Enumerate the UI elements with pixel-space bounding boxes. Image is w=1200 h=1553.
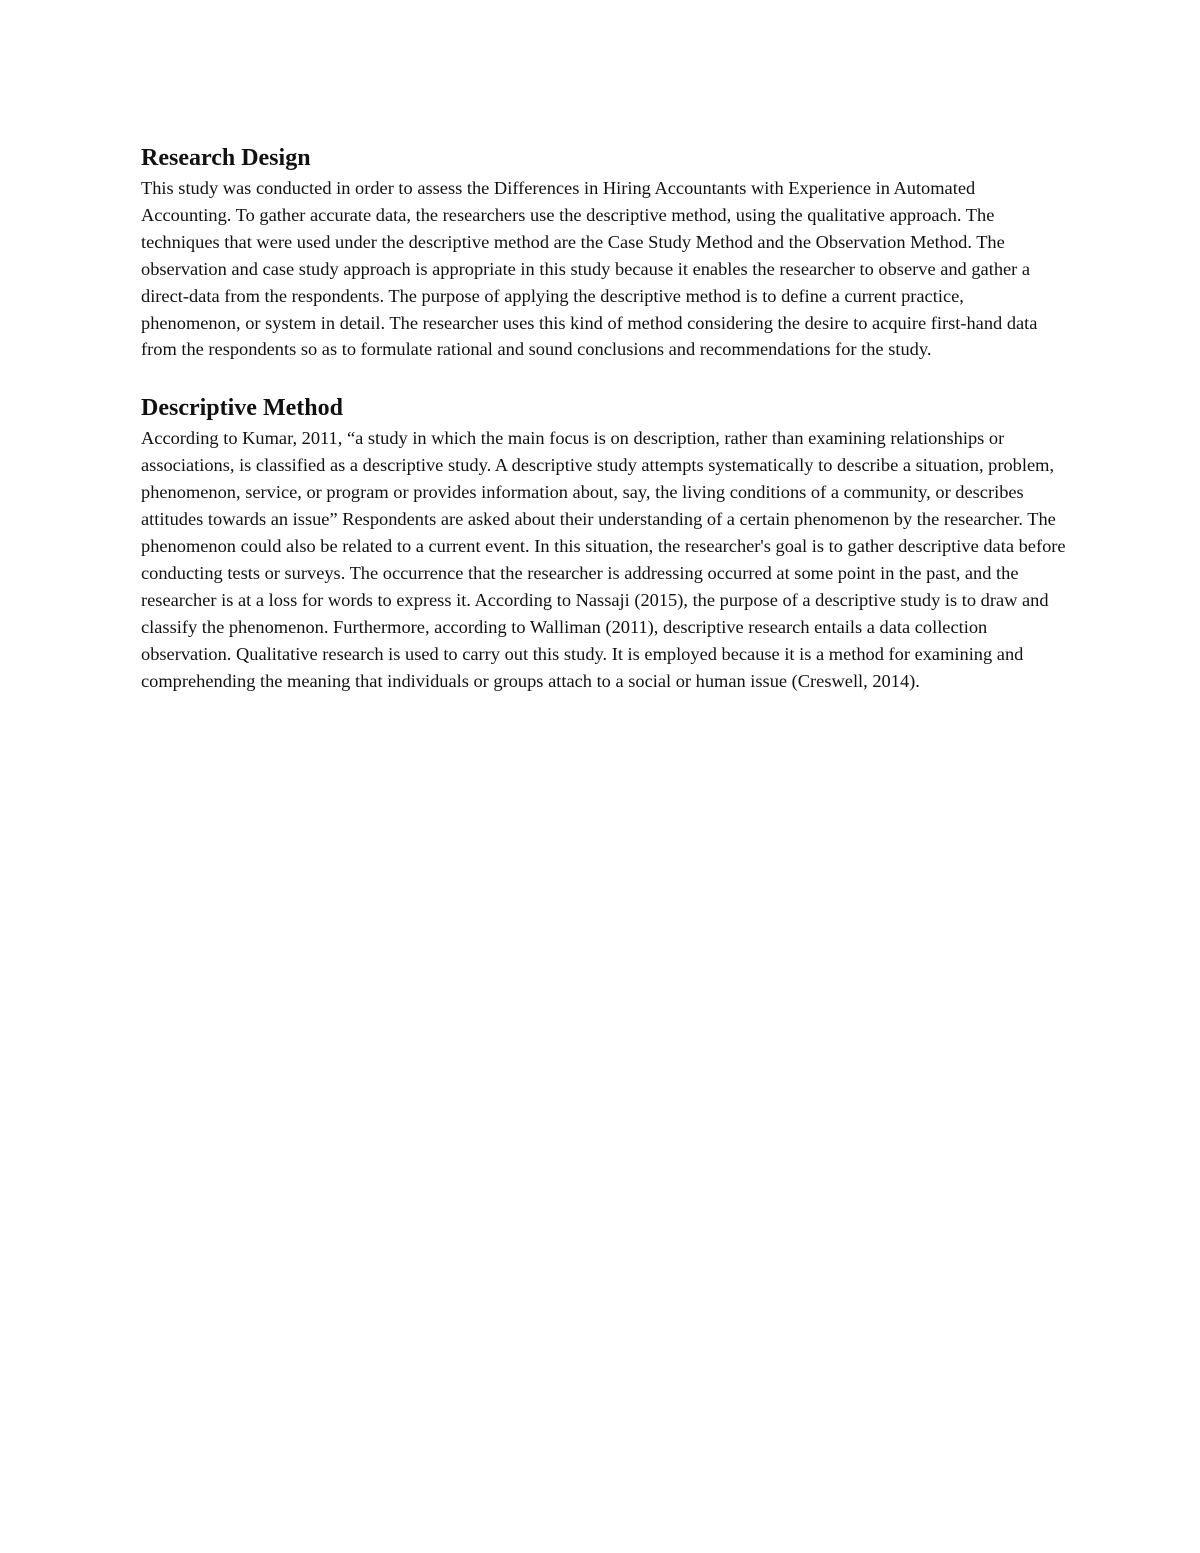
section-descriptive-method <box>141 393 1066 694</box>
section-research-design <box>141 143 1066 363</box>
section-paragraph: According to Kumar, 2011, “a study in which the main focus is on description, rather than examining relationships or associations, is classified as a descriptive study. A descriptive study attempts systematically to describe a situation, problem, phenomenon, service, or program or provides information about, say, the living conditions of a community, or describes attitudes towards an issue” Respondents are asked about their understanding of a certain phenomenon by the researcher. The phenomenon could also be related to a current event. In this situation, the researcher's goal is to gather descriptive data before conducting tests or surveys. The occurrence that the researcher is addressing occurred at some point in the past, and the researcher is at a loss for words to express it. According to Nassaji (2015), the purpose of a descriptive study is to draw and classify the phenomenon. Furthermore, according to Walliman (2011), descriptive research entails a data collection observation. Qualitative research is used to carry out this study. It is employed because it is a method for examining and comprehending the meaning that individuals or groups attach to a social or human issue (Creswell, 2014). <box>141 428 1066 691</box>
section-heading: Research Design <box>141 145 311 171</box>
document-content <box>141 143 1066 694</box>
section-heading: Descriptive Method <box>141 395 343 422</box>
section-paragraph: This study was conducted in order to assess the Differences in Hiring Accountants with Experience in Automated Accounting. To gather accurate data, the researchers use the descriptive method, using the qualitative approach. The techniques that were used under the descriptive method are the Case Study Method and the Observation Method. The observation and case study approach is appropriate in this study because it enables the researcher to observe and gather a direct-data from the respondents. The purpose of applying the descriptive method is to define a current practice, phenomenon, or system in detail. The researcher uses this kind of method considering the desire to acquire first-hand data from the respondents so as to formulate rational and sound conclusions and recommendations for the study. <box>141 178 1038 360</box>
